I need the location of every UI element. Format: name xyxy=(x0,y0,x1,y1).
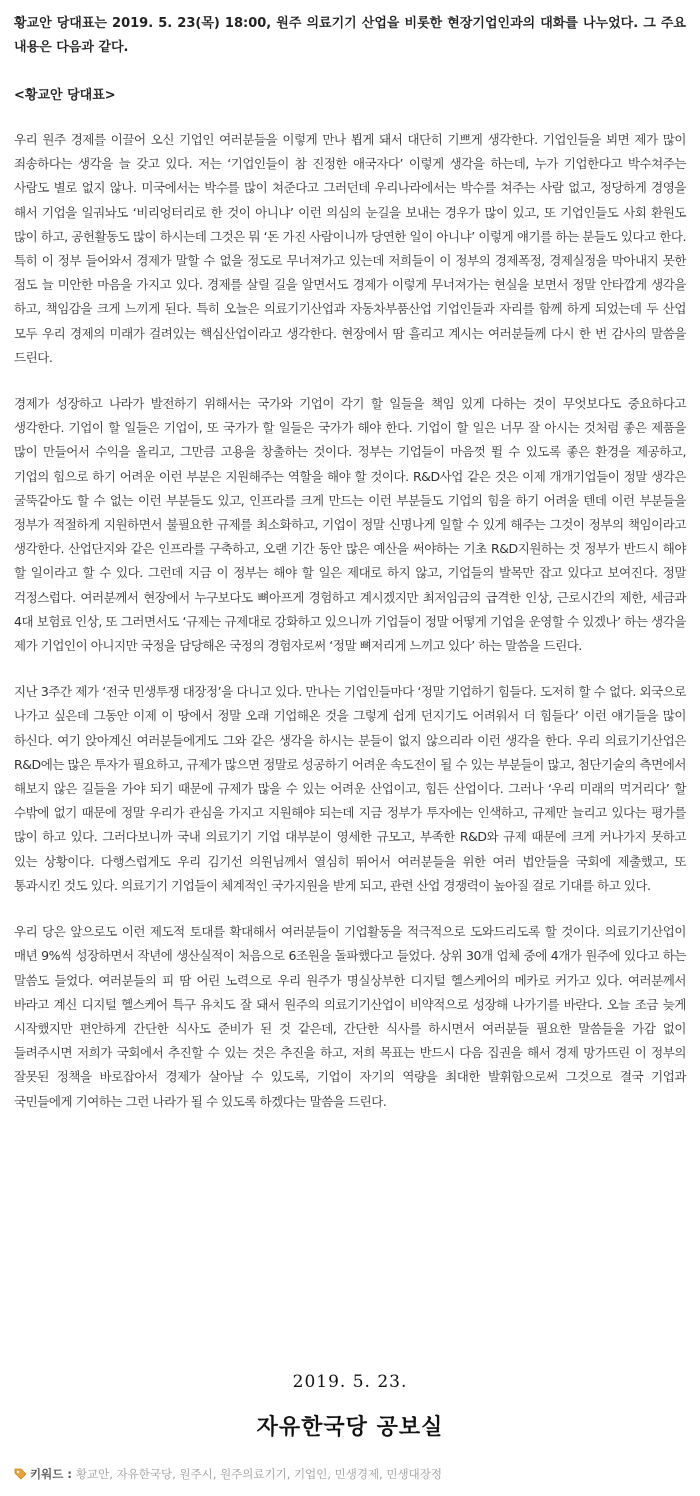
release-date: 2019. 5. 23. xyxy=(292,1372,408,1392)
speech-paragraph-2: 경제가 성장하고 나라가 발전하기 위해서는 국가와 기업이 각기 할 일들을 책임 있게 다하는 것이 무엇보다도 중요하다고 생각한다. 기업이 할 일들은 기업이, 또 국가가 할 일들은 국가가 해야 한다. 기업이 할 일은 너무 잘 아시는 것처럼 좋은 제품을 많이 만들어서 수익을 올리고, 그만큼 고용을 창출하는 것이다. 정부는 기업들이 마음껏 뛸 수 있도록 좋은 환경을 제공하고, 기업의 힘으로 하기 어려운 이런 부분은 지원해주는 역할을 해야 할 것이다. R&D사업 같은 것은 이제 개개기업들이 정말 생각은 굴뚝같아도 할 수 없는 이런 부분들도 있고, 인프라를 크게 만드는 이런 부분들도 기업의 힘을 하기 어려울 텐데 이런 부분들을 정부가 적절하게 지원하면서 불필요한 규제를 최소화하고, 기업이 정말 신명나게 일할 수 있게 해주는 그것이 정부의 책임이라고 생각한다. 산업단지와 같은 인프라를 구축하고, 오랜 기간 동안 많은 예산을 써야하는 기초 R&D지원하는 것 정부가 반드시 해야 할 일이라고 할 수 있다. 그런데 지금 이 정부는 해야 할 일은 제대로 하지 않고, 기업들의 발목만 잡고 있다고 보여진다. 정말 걱정스럽다. 여러분께서 현장에서 누구보다도 뼈아프게 경험하고 계시겠지만 최저임금의 급격한 인상, 근로시간의 제한, 세금과 4대 보험료 인상, 또 그러면서도 ‘규제는 규제대로 강화하고 있으니까 기업들이 정말 어떻게 기업을 운영할 수 있겠나’ 하는 생각을 제가 기업인이 아니지만 국정을 담당해온 국정의 경험자로써 ‘정말 뼈저리게 느끼고 있다’ 하는 말씀을 드린다. xyxy=(14,396,686,654)
lead-paragraph: 황교안 당대표는 2019. 5. 23(목) 18:00, 원주 의료기기 산업을 비롯한 현장기업인과의 대화를 나누었다. 그 주요내용은 다음과 같다. xyxy=(14,16,686,55)
speech-paragraph-3: 지난 3주간 제가 ‘전국 민생투쟁 대장정’을 다니고 있다. 만나는 기업인들마다 ‘정말 기업하기 힘들다. 도저히 할 수 없다. 외국으로 나가고 싶은데 그동안 이제 이 땅에서 정말 오래 기업해온 것을 그렇게 쉽게 던지기도 어려워서 더 힘들다’ 이런 얘기들을 많이 하신다. 여기 앉아계신 여러분들에게도 그와 같은 생각을 하시는 분들이 없지 않으리라 이런 생각을 한다. 우리 의료기기산업은 R&D에는 많은 투자가 필요하고, 규제가 많으면 정말로 성공하기 어려운 속도전이 될 수 있는 부분들이 많고, 첨단기술의 측면에서 해보지 않은 길들을 가야 되기 때문에 규제가 많을 수 있는 어려운 산업이고, 힘든 산업이다. 그러나 ‘우리 미래의 먹거리다’ 할 수밖에 없기 때문에 정말 우리가 관심을 가지고 지원해야 되는데 지금 정부가 투자에는 인색하고, 규제만 늘리고 있다는 평가를 많이 하고 있다. 그러다보니까 국내 의료기기 기업 대부분이 영세한 규모고, 부족한 R&D와 규제 때문에 크게 커나가지 못하고 있는 상황이다. 다행스럽게도 우리 김기선 의원님께서 열심히 뛰어서 여러분들을 위한 여러 법안들을 국회에 제출했고, 또 통과시킨 것도 있다. 의료기기 기업들이 체계적인 국가지원을 받게 되고, 관련 산업 경쟁력이 높아질 걸로 기대를 하고 있다. xyxy=(14,684,686,893)
speech-paragraph-4: 우리 당은 앞으로도 이런 제도적 토대를 확대해서 여러분들이 기업활동을 적극적으로 도와드리도록 할 것이다. 의료기기산업이 매년 9%씩 성장하면서 작년에 생산실적이 처음으로 6조원을 돌파했다고 들었다. 상위 30개 업체 중에 4개가 원주에 있다고 하는 말씀도 들었다. 여러분들의 피 땀 어린 노력으로 우리 원주가 명실상부한 디지털 헬스케어의 메카로 커가고 있다. 여러분께서 바라고 계신 디지털 헬스케어 특구 유치도 잘 돼서 원주의 의료기기산업이 비약적으로 성장해 나가기를 바란다. 오늘 조금 늦게 시작했지만 편안하게 간단한 식사도 준비가 된 것 같은데, 간단한 식사를 하시면서 여러분들 필요한 말씀들을 가감 없이 들려주시면 저희가 국회에서 추진할 수 있는 것은 추진을 하고, 저희 목표는 반드시 다음 집권을 해서 경제 망가뜨린 이 정부의 잘못된 정책을 바로잡아서 경제가 살아날 수 있도록, 기업이 자기의 역량을 최대한 발휘함으로써 그것으로 결국 기업과 국민들에게 기여하는 그런 나라가 될 수 있도록 하겠다는 말씀을 드린다. xyxy=(14,924,686,1109)
article-body xyxy=(14,12,686,1114)
speech-paragraph-1: 우리 원주 경제를 이끌어 오신 기업인 여러분들을 이렇게 만나 뵙게 돼서 대단히 기쁘게 생각한다. 기업인들을 뵈면 제가 많이 죄송하다는 생각을 늘 갖고 있다. 저는 ‘기업인들이 참 진정한 애국자다’ 이렇게 생각을 하는데, 누가 기업한다고 박수쳐주는 사람도 별로 없지 않나. 미국에서는 박수를 많이 쳐준다고 그러던데 우리나라에서는 박수를 쳐주는 사람 없고, 정당하게 경영을 해서 기업을 일궈놔도 ‘비리엉터리로 한 것이 아니냐’ 이런 의심의 눈길을 보내는 경우가 많이 있고, 또 기업인들도 사회 환원도 많이 하고, 공헌활동도 많이 하시는데 그것은 뭐 ‘돈 가진 사람이니까 당연한 일이 아니냐’ 이렇게 얘기를 하는 분들도 있다고 한다. 특히 이 정부 들어와서 경제가 말할 수 없을 정도로 무너져가고 있는데 저희들이 이 정부의 경제폭정, 경제실정을 막아내지 못한 점도 늘 미안한 마음을 가지고 있다. 경제를 살릴 길을 알면서도 경제가 이렇게 무너져가는 현실을 보면서 정말 안타깝게 생각을 하고, 책임감을 크게 느끼게 된다. 특히 오늘은 의료기기산업과 자동차부품산업 기업인들과 자리를 함께 하게 되었는데 두 산업 모두 우리 경제의 미래가 걸려있는 핵심산업이라고 생각한다. 현장에서 땀 흘리고 계시는 여러분들께 다시 한 번 감사의 말씀을 드린다. xyxy=(14,132,686,365)
keywords-list[interactable]: 황교안, 자유한국당, 원주시, 원주의료기기, 기업인, 민생경제, 민생대장정 xyxy=(75,1467,442,1481)
keywords-label: 키워드 : xyxy=(30,1467,72,1481)
tag-icon xyxy=(14,1468,27,1481)
press-office-name: 자유한국당 공보실 xyxy=(256,1415,444,1440)
speaker-heading: <황교안 당대표> xyxy=(14,88,116,103)
keywords-bar xyxy=(14,1466,442,1482)
